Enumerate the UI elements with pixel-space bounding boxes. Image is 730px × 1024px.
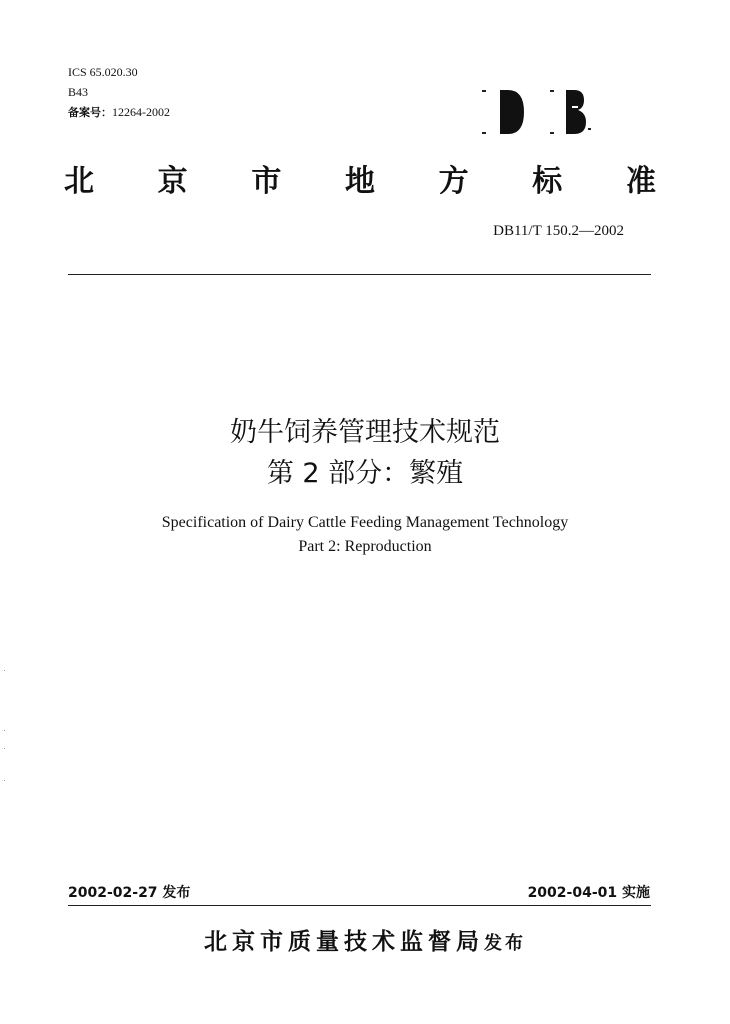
title-english-line-1: Specification of Dairy Cattle Feeding Management Technology — [161, 514, 569, 531]
heading-char: 准 — [625, 164, 656, 199]
publisher-line — [0, 923, 730, 956]
heading-char: 市 — [251, 164, 282, 199]
standard-number: DB11/T 150.2—2002 — [493, 223, 624, 239]
title-chinese-line-2: 第 2 部分：繁殖 — [266, 458, 464, 489]
effective-date: 2002-04-01 实施 — [527, 885, 650, 901]
db-logo — [478, 84, 598, 144]
ics-code: ICS 65.020.30 — [68, 65, 138, 79]
record-number-line — [68, 102, 170, 123]
local-standard-heading — [64, 156, 656, 200]
record-number-label: 备案号： — [68, 106, 112, 119]
heading-char: 京 — [157, 164, 188, 199]
bottom-divider — [68, 905, 651, 906]
heading-char: 标 — [532, 164, 563, 199]
heading-char: 地 — [344, 164, 375, 199]
heading-char: 方 — [438, 164, 469, 199]
publisher-suffix: 发布 — [484, 933, 526, 954]
heading-char: 北 — [64, 164, 94, 199]
document-metadata — [68, 62, 170, 123]
record-number-value: 12264-2002 — [112, 105, 170, 119]
title-chinese-line-1: 奶牛饲养管理技术规范 — [230, 417, 500, 448]
issue-date: 2002-02-27 发布 — [68, 885, 191, 901]
top-divider — [68, 274, 651, 275]
classification-code: B43 — [68, 85, 89, 99]
title-english-line-2: Part 2: Reproduction — [298, 538, 432, 555]
scan-artifact-dots — [4, 670, 7, 790]
publisher-name: 北京市质量技术监督局 — [204, 929, 484, 955]
